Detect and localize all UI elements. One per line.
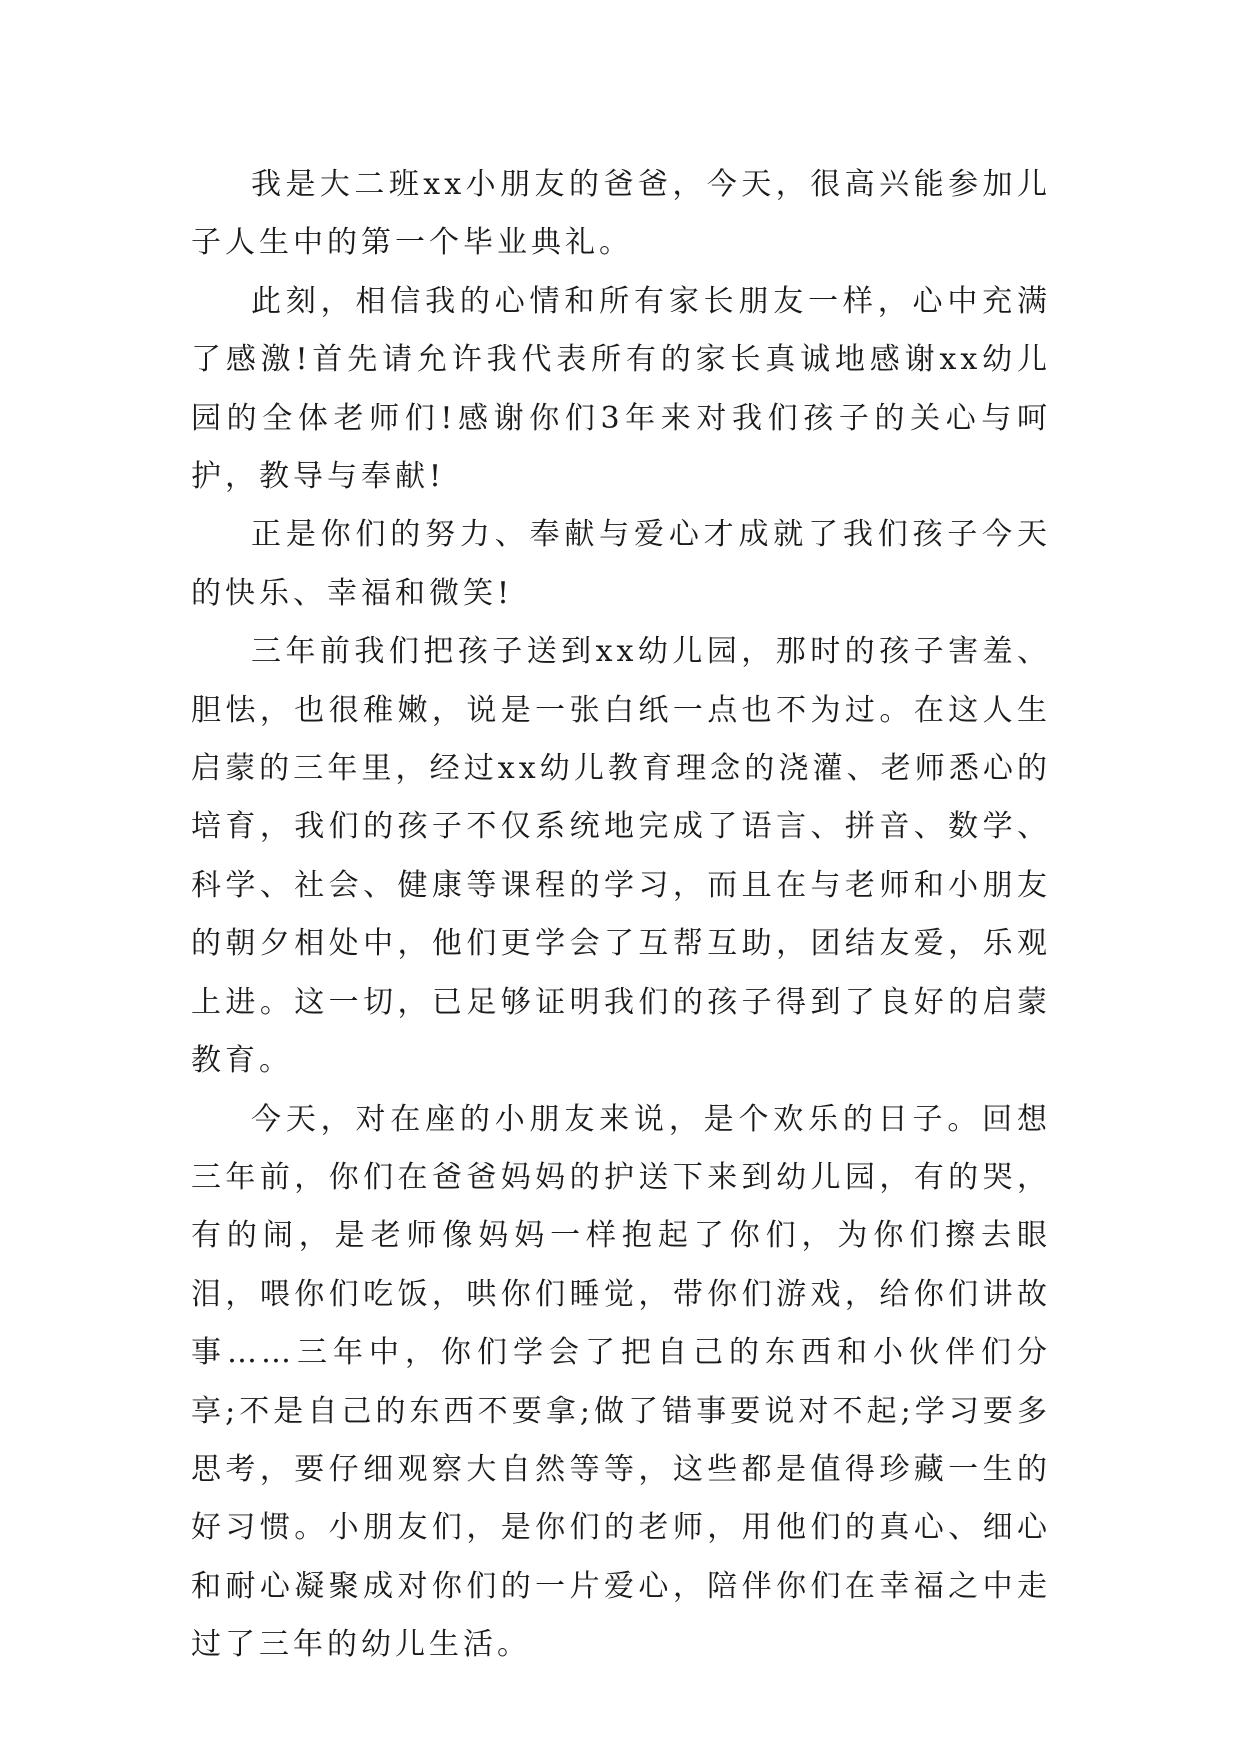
paragraph-4: 三年前我们把孩子送到xx幼儿园，那时的孩子害羞、胆怯，也很稚嫩，说是一张白纸一点也不为过。在这人生启蒙的三年里，经过xx幼儿教育理念的浇灌、老师悉心的培育，我们的孩子不仅系统地完成了语言、拼音、数学、科学、社会、健康等课程的学习，而且在与老师和小朋友的朝夕相处中，他们更学会了互帮互助，团结友爱，乐观上进。这一切，已足够证明我们的孩子得到了良好的启蒙教育。 <box>191 634 1051 1079</box>
document-body <box>191 156 1051 1675</box>
paragraph-1: 我是大二班xx小朋友的爸爸，今天，很高兴能参加儿子人生中的第一个毕业典礼。 <box>191 167 1051 261</box>
paragraph-2: 此刻，相信我的心情和所有家长朋友一样，心中充满了感激!首先请允许我代表所有的家长真诚地感谢xx幼儿园的全体老师们!感谢你们3年来对我们孩子的关心与呵护，教导与奉献! <box>191 283 1051 495</box>
paragraph-5: 今天，对在座的小朋友来说，是个欢乐的日子。回想三年前，你们在爸爸妈妈的护送下来到幼儿园，有的哭，有的闹，是老师像妈妈一样抱起了你们，为你们擦去眼泪，喂你们吃饭，哄你们睡觉，带你们游戏，给你们讲故事……三年中，你们学会了把自己的东西和小伙伴们分享;不是自己的东西不要拿;做了错事要说对不起;学习要多思考，要仔细观察大自然等等，这些都是值得珍藏一生的好习惯。小朋友们，是你们的老师，用他们的真心、细心和耐心凝聚成对你们的一片爱心，陪伴你们在幸福之中走过了三年的幼儿生活。 <box>191 1101 1051 1663</box>
paragraph-3: 正是你们的努力、奉献与爱心才成就了我们孩子今天的快乐、幸福和微笑! <box>191 517 1051 611</box>
